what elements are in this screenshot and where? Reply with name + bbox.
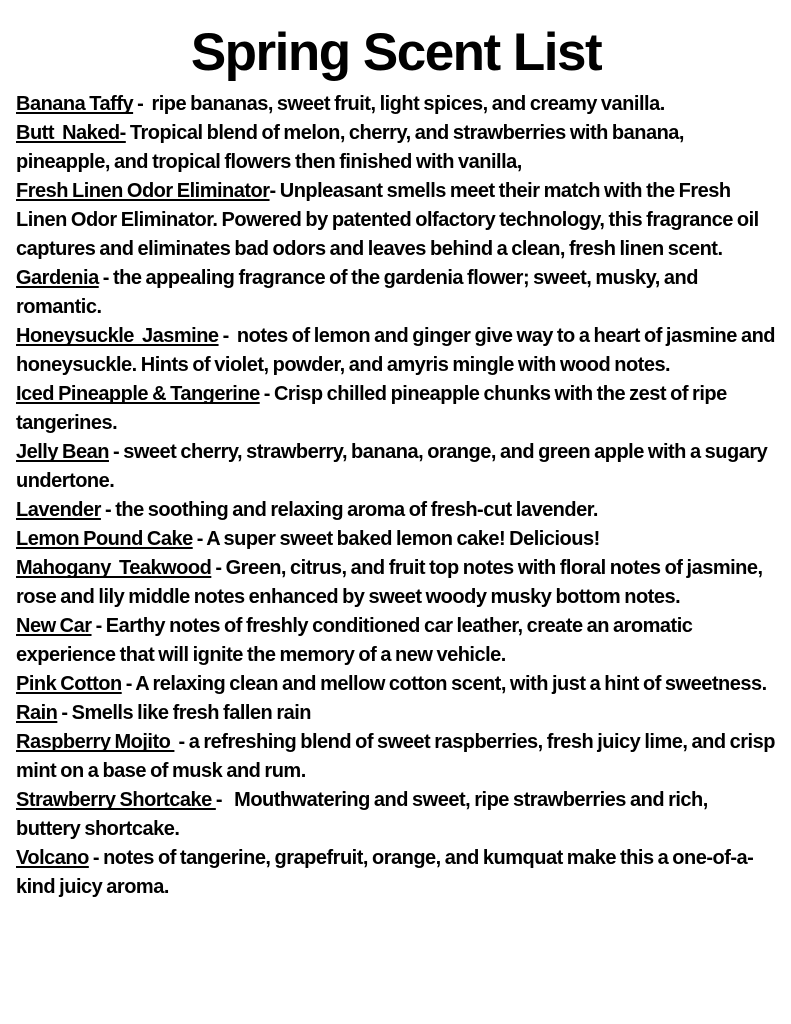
scent-item-rain <box>16 699 776 728</box>
scent-list <box>16 90 780 902</box>
scent-item-mahogany-teakwood <box>16 554 776 612</box>
scent-item-iced-pineapple-tangerine <box>16 380 776 438</box>
scent-name: Banana Taffy <box>16 93 134 115</box>
scent-description: - Crisp chilled pineapple chunks with the zest of ripe tangerines. <box>16 383 731 434</box>
scent-name: Jelly Bean <box>16 441 109 463</box>
scent-description: - Smells like fresh fallen rain <box>57 702 312 724</box>
scent-item-gardenia <box>16 264 776 322</box>
scent-name: Fresh Linen Odor Eliminator <box>16 180 270 202</box>
scent-item-new-car <box>16 612 776 670</box>
scent-description: - A super sweet baked lemon cake! Delicious! <box>192 528 600 550</box>
scent-description: - Green, citrus, and fruit top notes with floral notes of jasmine, rose and lily middle notes enhanced by sweet woody musky bottom notes. <box>16 557 767 608</box>
scent-item-jelly-bean <box>16 438 776 496</box>
scent-description: - A relaxing clean and mellow cotton scent, with just a hint of sweetness. <box>121 673 767 695</box>
scent-item-fresh-linen-odor-eliminator <box>16 177 776 264</box>
scent-name: Rain <box>16 702 58 724</box>
scent-name: New Car <box>16 615 92 637</box>
page-title: Spring Scent List <box>190 23 602 82</box>
scent-item-pink-cotton <box>16 670 776 699</box>
scent-description: - notes of lemon and ginger give way to a heart of jasmine and honeysuckle. Hints of violet, powder, and amyris mingle with wood notes. <box>16 325 780 376</box>
scent-description: - notes of tangerine, grapefruit, orange, and kumquat make this a one-of-a-kind juicy aroma. <box>16 847 754 898</box>
scent-description: - the soothing and relaxing aroma of fresh-cut lavender. <box>100 499 598 521</box>
scent-item-butt-naked <box>16 119 776 177</box>
scent-item-lavender <box>16 496 776 525</box>
scent-name: Honeysuckle Jasmine <box>16 325 219 347</box>
scent-name: Lavender <box>16 499 101 521</box>
scent-name: Strawberry Shortcake <box>16 789 216 811</box>
scent-item-strawberry-shortcake <box>16 786 776 844</box>
scent-description: - sweet cherry, strawberry, banana, orange, and green apple with a sugary undertone. <box>16 441 772 492</box>
scent-item-volcano <box>16 844 776 902</box>
scent-name: Volcano <box>16 847 89 869</box>
scent-item-raspberry-mojito <box>16 728 779 786</box>
scent-name: Raspberry Mojito <box>16 731 175 753</box>
scent-item-banana-taffy <box>16 90 776 119</box>
scent-description: - Mouthwatering and sweet, ripe strawberries and rich, buttery shortcake. <box>16 789 712 840</box>
scent-description: - a refreshing blend of sweet raspberries, fresh juicy lime, and crisp mint on a base of musk and rum. <box>16 731 779 782</box>
scent-name: Lemon Pound Cake <box>16 528 193 550</box>
scent-name: Butt Naked- <box>16 122 126 144</box>
scent-name: Gardenia <box>16 267 99 289</box>
scent-name: Mahogany Teakwood <box>16 557 212 579</box>
scent-item-honeysuckle-jasmine <box>16 322 780 380</box>
scent-description: Tropical blend of melon, cherry, and strawberries with banana, pineapple, and tropical flowers then finished with vanilla, <box>16 122 689 173</box>
scent-description: - Earthy notes of freshly conditioned car leather, create an aromatic experience that will ignite the memory of a new vehicle. <box>16 615 697 666</box>
scent-description: - Unpleasant smells meet their match with the Fresh Linen Odor Eliminator. Powered by patented olfactory technology, this fragrance oil captures and eliminates bad odors and leaves behind a clean, fresh linen scent. <box>16 180 763 260</box>
scent-description: - the appealing fragrance of the gardenia flower; sweet, musky, and romantic. <box>16 267 702 318</box>
scent-description: - ripe bananas, sweet fruit, light spices, and creamy vanilla. <box>133 93 665 115</box>
scent-name: Pink Cotton <box>16 673 122 695</box>
scent-name: Iced Pineapple & Tangerine <box>16 383 260 405</box>
scent-item-lemon-pound-cake <box>16 525 776 554</box>
